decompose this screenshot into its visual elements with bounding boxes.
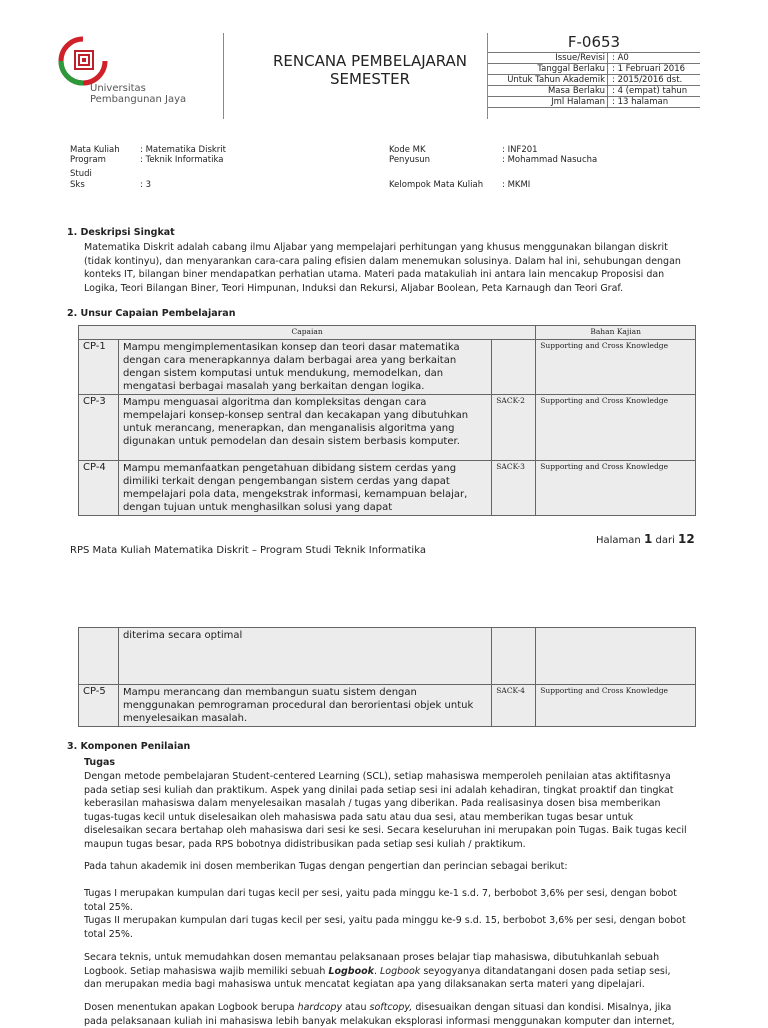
text-run: . xyxy=(374,966,380,977)
section-1-body xyxy=(84,241,714,295)
kode-value: : INF201 xyxy=(502,145,538,155)
kelompok-value: : MKMI xyxy=(502,180,530,190)
title-line1: RENCANA PEMBELAJARAN xyxy=(240,52,500,70)
table-row xyxy=(79,395,696,461)
page-number xyxy=(596,532,695,546)
tugas-paragraph-4 xyxy=(84,951,724,992)
para-line: Matematika Diskrit adalah cabang ilmu Aljabar yang mempelajari perhitungan yang khusus menggunakan bilangan diskrit xyxy=(84,241,714,255)
para-line: tugas-tugas kecil untuk diselesaikan oleh mahasiswa pada satu atau dua sesi, atau memberikan tugas besar untuk xyxy=(84,811,724,825)
section-2-title: 2. Unsur Capaian Pembelajaran xyxy=(67,308,236,319)
cp-bahan: Supporting and Cross Knowledge xyxy=(536,340,696,395)
cp-bahan: Supporting and Cross Knowledge xyxy=(536,461,696,516)
para-line: Logika, Teori Bilangan Biner, Teori Himpunan, Induksi dan Rekursi, Aljabar Boolean, Peta Karnaugh dan Teori Graf. xyxy=(84,282,714,296)
cp-bahan: Supporting and Cross Knowledge xyxy=(536,395,696,461)
tugas-paragraph-1 xyxy=(84,770,724,851)
meta-row xyxy=(488,75,700,86)
tugas-paragraph-2: Pada tahun akademik ini dosen memberikan Tugas dengan pengertian dan perincian sebagai berikut: xyxy=(84,860,724,874)
mk-label: Mata Kuliah xyxy=(70,145,120,155)
text-run: Dosen menentukan apakan Logbook berupa xyxy=(84,1002,298,1013)
kelompok-label: Kelompok Mata Kuliah xyxy=(389,180,483,190)
document-meta-table xyxy=(488,52,700,108)
header-divider-left xyxy=(223,33,224,119)
kode-label: Kode MK xyxy=(389,145,426,155)
page-current: 1 xyxy=(644,532,652,546)
para-line: pada setiap sesi kuliah dan praktikum. Aspek yang dinilai pada setiap sesi ini adalah kehadiran, tingkat proaktif dan tingkat xyxy=(84,784,724,798)
para-line: (tidak kontinyu), dan menyarankan cara-cara paling efisien dalam menemukan solusinya. Dalam hal ini, sehubungan dengan xyxy=(84,255,714,269)
cp-bahan: Supporting and Cross Knowledge xyxy=(536,685,696,727)
meta-value: : 1 Februari 2016 xyxy=(608,64,701,75)
cp-id: CP-5 xyxy=(79,685,119,727)
meta-row xyxy=(488,64,700,75)
section-3-title: 3. Komponen Penilaian xyxy=(67,741,190,752)
sks-label: Sks xyxy=(70,180,85,190)
para-line: dan merupakan media bagi mahasiswa untuk mencatat kegiatan apa yang dilaksanakan serta materi yang dipelajari. xyxy=(84,978,724,992)
form-code: F-0653 xyxy=(488,33,700,51)
meta-key: Jml Halaman xyxy=(488,97,608,108)
cp-code: SACK-2 xyxy=(492,395,536,461)
para-line: total 25%. xyxy=(84,928,724,942)
table-row xyxy=(79,340,696,395)
table-row xyxy=(79,685,696,727)
text-run: disesuaikan dengan situasi dan kondisi. Misalnya, jika xyxy=(412,1002,671,1013)
cp-id: CP-4 xyxy=(79,461,119,516)
capaian-table-continued xyxy=(78,627,696,727)
penyusun-label: Penyusun xyxy=(389,155,430,165)
mk-value: : Matematika Diskrit xyxy=(140,145,226,155)
table-row xyxy=(79,628,696,685)
para-line: Dengan metode pembelajaran Student-centered Learning (SCL), setiap mahasiswa memperoleh penilaian atas aktifitasnya xyxy=(84,770,724,784)
para-line xyxy=(84,1001,724,1015)
para-line: pada pelaksanaan kuliah ini mahasiswa lebih banyak melakukan eksplorasi informasi menggunakan komputer dan internet, xyxy=(84,1015,724,1028)
text-run: atau xyxy=(342,1002,369,1013)
meta-value: : 2015/2016 dst. xyxy=(608,75,701,86)
cp-code xyxy=(492,628,536,685)
meta-value: : 13 halaman xyxy=(608,97,701,108)
logo-line1: Universitas xyxy=(90,83,146,94)
meta-value: : 4 (empat) tahun xyxy=(608,86,701,97)
studi-label: Studi xyxy=(70,169,92,179)
page-prefix: Halaman xyxy=(596,535,644,546)
cp-text: diterima secara optimal xyxy=(118,628,491,685)
program-value: : Teknik Informatika xyxy=(140,155,223,165)
table-header-row xyxy=(79,326,696,340)
meta-key: Tanggal Berlaku xyxy=(488,64,608,75)
program-label: Program xyxy=(70,155,106,165)
tugas-paragraph-3 xyxy=(84,887,724,941)
text-run-bold: Logbook xyxy=(328,966,374,977)
text-run: seyogyanya ditandatangani dosen pada setiap sesi, xyxy=(420,966,670,977)
text-run-italic: softcopy, xyxy=(370,1002,413,1013)
cp-text: Mampu menguasai algoritma dan kompleksitas dengan cara mempelajari konsep-konsep sentral dan kecakapan yang dibutuhkan untuk merancang, menerapkan, dan menganalisis algoritma yang digunakan untuk pemodelan dan desain sistem berbasis komputer. xyxy=(118,395,491,461)
capaian-table xyxy=(78,325,696,516)
tugas-heading: Tugas xyxy=(84,757,115,768)
cp-text: Mampu merancang dan membangun suatu sistem dengan menggunakan pemrograman procedural dan berorientasi objek untuk menyelesaikan masalah. xyxy=(118,685,491,727)
para-line: Tugas II merupakan kumpulan dari tugas kecil per sesi, yaitu pada minggu ke-9 s.d. 15, berbobot 3,6% per sesi, dengan bobot xyxy=(84,914,724,928)
para-line xyxy=(84,965,724,979)
para-line: Secara teknis, untuk memudahkan dosen memantau pelaksanaan proses belajar tiap mahasiswa, dibutuhkanlah sebuah xyxy=(84,951,724,965)
para-line: keberasilan mahasiswa dalam menyelesaikan masalah / tugas yang diberikan. Pada realisasinya dosen bisa memberikan xyxy=(84,797,724,811)
university-logo xyxy=(53,33,223,119)
section-1-title: 1. Deskripsi Singkat xyxy=(67,227,175,238)
para-line: total 25%. xyxy=(84,901,724,915)
university-logo-icon xyxy=(53,33,113,89)
para-line: diselesaikan secara bertahap oleh mahasiswa dari sesi ke sesi. Secara keseluruhan ini merupakan poin Tugas. Baik tugas kecil xyxy=(84,824,724,838)
para-line: Tugas I merupakan kumpulan dari tugas kecil per sesi, yaitu pada minggu ke-1 s.d. 7, berbobot 3,6% per sesi, dengan bobot xyxy=(84,887,724,901)
para-line: maupun tugas besar, pada RPS bobotnya didistribusikan pada setiap sesi kuliah / praktikum. xyxy=(84,838,724,852)
cp-code xyxy=(492,340,536,395)
text-run: Logbook. Setiap mahasiswa wajib memiliki sebuah xyxy=(84,966,328,977)
meta-value: : A0 xyxy=(608,53,701,64)
text-run-italic: Logbook xyxy=(380,966,420,977)
meta-key: Issue/Revisi xyxy=(488,53,608,64)
meta-row xyxy=(488,86,700,97)
title-line2: SEMESTER xyxy=(240,70,500,88)
meta-key: Masa Berlaku xyxy=(488,86,608,97)
meta-key: Untuk Tahun Akademik xyxy=(488,75,608,86)
cp-id: CP-3 xyxy=(79,395,119,461)
cp-id xyxy=(79,628,119,685)
footer-text: RPS Mata Kuliah Matematika Diskrit – Program Studi Teknik Informatika xyxy=(70,545,426,556)
para-line: konteks IT, bilangan biner mendapatkan perhatian utama. Materi pada matakuliah ini antara lain mencakup Proposisi dan xyxy=(84,268,714,282)
cp-bahan xyxy=(536,628,696,685)
page-mid: dari xyxy=(652,535,678,546)
meta-row xyxy=(488,53,700,64)
cp-text: Mampu memanfaatkan pengetahuan dibidang sistem cerdas yang dimiliki terkait dengan pengembangan sistem cerdas yang dapat mempelajari pola data, mengekstrak informasi, kemampuan belajar, dengan tujuan untuk menghasilkan solusi yang dapat xyxy=(118,461,491,516)
header-capaian: Capaian xyxy=(79,326,536,340)
cp-code: SACK-3 xyxy=(492,461,536,516)
page-total: 12 xyxy=(678,532,695,546)
sks-value: : 3 xyxy=(140,180,151,190)
header-bahan-kajian: Bahan Kajian xyxy=(536,326,696,340)
table-row xyxy=(79,461,696,516)
document-title xyxy=(240,52,500,88)
cp-text: Mampu mengimplementasikan konsep dan teori dasar matematika dengan cara menerapkannya dalam berbagai area yang berkaitan dengan sistem komputasi untuk mendukung, memodelkan, dan mengatasi berbagai masalah yang berkaitan dengan logika. xyxy=(118,340,491,395)
meta-row xyxy=(488,97,700,108)
cp-code: SACK-4 xyxy=(492,685,536,727)
cp-id: CP-1 xyxy=(79,340,119,395)
text-run-italic: hardcopy xyxy=(298,1002,342,1013)
logo-line2: Pembangunan Jaya xyxy=(90,94,186,105)
penyusun-value: : Mohammad Nasucha xyxy=(502,155,597,165)
